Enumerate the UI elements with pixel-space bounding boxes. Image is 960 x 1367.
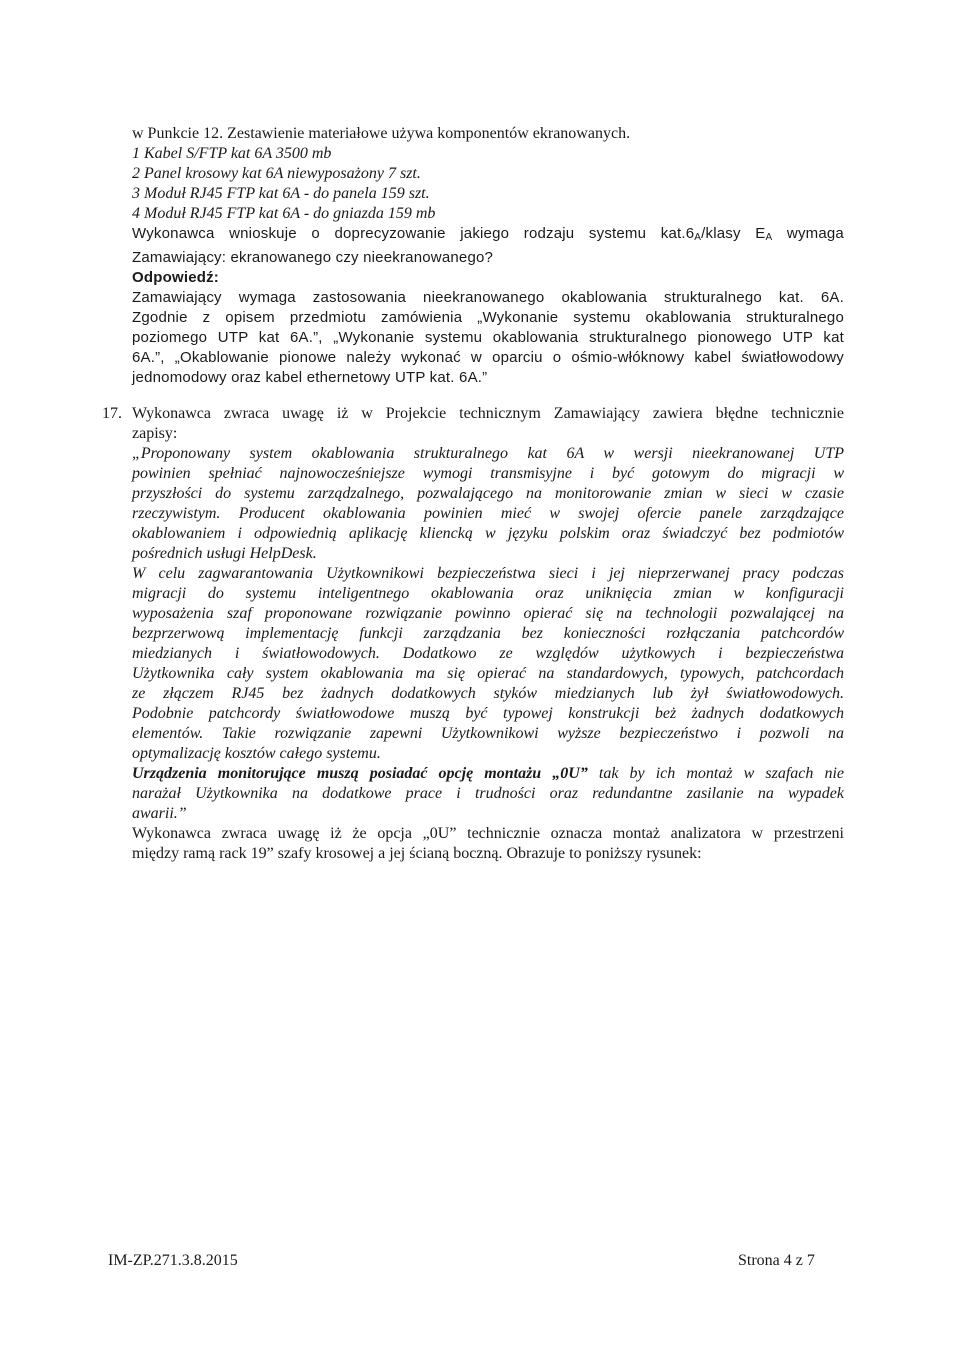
quote-line: „Proponowany system okablowania strukturalnego kat 6A w wersji nieekranowanej UTP bbox=[132, 445, 844, 462]
answer-label: Odpowiedź: bbox=[132, 269, 219, 286]
quote-line: W celu zagwarantowania Użytkownikowi bezpieczeństwa sieci i jej nieprzerwanej pracy podczas bbox=[132, 565, 844, 582]
subscript: A bbox=[694, 232, 702, 243]
answer-line: 6A.”, „Okablowanie pionowe należy wykonać w oparciu o ośmio-włóknowy kabel światłowodowy bbox=[132, 349, 844, 366]
question-text: /klasy E bbox=[701, 225, 766, 242]
quote-line: Użytkownika cały system okablowania ma się opierać na standardowych, typowych, patchcordach bbox=[132, 665, 844, 682]
quote-line: bezprzerwową implementację funkcji zarządzania bez konieczności rozłączania patchcordów bbox=[132, 625, 844, 642]
list-item: 2 Panel krosowy kat 6A niewyposażony 7 szt. bbox=[132, 165, 421, 182]
quote-line: wyposażenia szaf proponowane rozwiązanie powinno opierać się na technologii pozwalającej na bbox=[132, 605, 844, 622]
answer-line: jednomodowy oraz kabel ethernetowy UTP kat. 6A.” bbox=[132, 369, 488, 386]
quote-line: narażał Użytkownika na dodatkowe prace i trudności oraz redundantne zasilanie na wypadek bbox=[132, 785, 844, 802]
quote-line: ze złączem RJ45 bez żadnych dodatkowych styków miedzianych lub żył światłowodowych. bbox=[132, 685, 844, 702]
quote-line: powinien spełniać najnowocześniejsze wymogi transmisyjne i być gotowym do migracji w bbox=[132, 465, 844, 482]
quote-line: miedzianych i światłowodowych. Dodatkowo ze względów użytkowych i bezpieczeństwa bbox=[132, 645, 844, 662]
text-line: w Punkcie 12. Zestawienie materiałowe używa komponentów ekranowanych. bbox=[132, 125, 631, 142]
list-item: 3 Moduł RJ45 FTP kat 6A - do panela 159 szt. bbox=[132, 185, 430, 202]
text-line: zapisy: bbox=[132, 425, 178, 442]
answer-line: Zamawiający wymaga zastosowania nieekranowanego okablowania strukturalnego kat. 6A. bbox=[132, 289, 844, 306]
question-text: Wykonawca wnioskuje o doprecyzowanie jakiego rodzaju systemu kat.6 bbox=[132, 225, 695, 242]
quote-line: okablowaniem i odpowiednią aplikację kliencką w języku polskim oraz świadczyć bez podmiotów bbox=[132, 525, 844, 542]
quote-line: awarii.” bbox=[132, 805, 187, 822]
section-point-16 bbox=[132, 124, 844, 388]
bold-requirement: Urządzenia monitorujące muszą posiadać opcję montażu „0U” bbox=[132, 765, 588, 782]
quote-line: optymalizację kosztów całego systemu. bbox=[132, 745, 381, 762]
quote-line: przyszłości do systemu zarządzalnego, pozwalającego na monitorowanie zmian w sieci w czasie bbox=[132, 485, 844, 502]
answer-line: poziomego UTP kat 6A.”, „Wykonanie systemu okablowania strukturalnego pionowego UTP kat bbox=[132, 329, 844, 346]
quote-text: tak by ich montaż w szafach nie bbox=[587, 765, 845, 782]
item-number: 17. bbox=[102, 405, 122, 422]
list-item: 4 Moduł RJ45 FTP kat 6A - do gniazda 159 mb bbox=[132, 205, 436, 222]
answer-line: Zgodnie z opisem przedmiotu zamówienia „Wykonanie systemu okablowania strukturalnego bbox=[132, 309, 844, 326]
quote-line: elementów. Takie rozwiązanie zapewni Użytkownikowi wyższe bezpieczeństwo i pozwoli na bbox=[132, 725, 844, 742]
quote-line: pośrednich usługi HelpDesk. bbox=[132, 545, 317, 562]
document-id: IM-ZP.271.3.8.2015 bbox=[108, 1252, 238, 1269]
quote-line bbox=[132, 764, 844, 784]
subscript: A bbox=[765, 232, 773, 243]
quote-line: rzeczywistym. Producent okablowania powinien mieć w swojej ofercie panele zarządzające bbox=[132, 505, 844, 522]
section-point-17 bbox=[132, 404, 844, 864]
question-line bbox=[132, 224, 844, 248]
question-text: wymaga bbox=[772, 225, 844, 242]
text-line: Wykonawca zwraca uwagę iż w Projekcie technicznym Zamawiający zawiera błędne technicznie bbox=[132, 405, 844, 422]
quote-line: migracji do systemu inteligentnego okablowania oraz uniknięcia zmian w konfiguracji bbox=[132, 585, 844, 602]
question-line: Zamawiający: ekranowanego czy nieekranowanego? bbox=[132, 249, 494, 266]
list-item: 1 Kabel S/FTP kat 6A 3500 mb bbox=[132, 145, 332, 162]
text-line: między ramą rack 19” szafy krosowej a jej ścianą boczną. Obrazuje to poniższy rysunek: bbox=[132, 845, 702, 862]
page-number: Strona 4 z 7 bbox=[738, 1252, 815, 1269]
text-line: Wykonawca zwraca uwagę iż że opcja „0U” technicznie oznacza montaż analizatora w przestrzeni bbox=[132, 825, 844, 842]
quote-line: Podobnie patchcordy światłowodowe muszą być typowej konstrukcji beż żadnych dodatkowych bbox=[132, 705, 844, 722]
